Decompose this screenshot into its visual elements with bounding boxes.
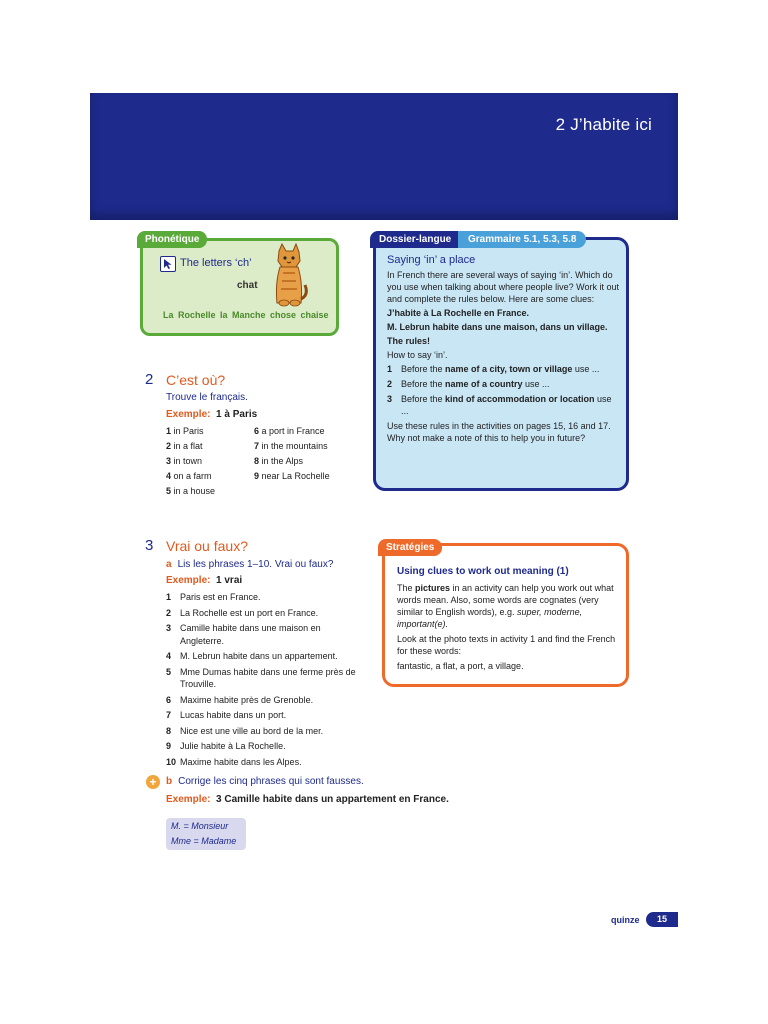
activity-number-3: 3	[145, 537, 154, 554]
dossier-intro: In French there are several ways of saying ‘in’. Which do you use when talking about where people live? Work it out and complete the rules below. Here are some clues:	[387, 270, 619, 304]
dossier-clue-2: M. Lebrun habite dans une maison, dans un village.	[387, 322, 608, 332]
dossier-rule: 3 Before the kind of accommodation or location use ...	[387, 394, 612, 416]
activity-number-2: 2	[145, 371, 154, 388]
list-item: 10 Maxime habite dans les Alpes.	[166, 756, 302, 767]
strategies-heading: Using clues to work out meaning (1)	[397, 566, 569, 577]
abbreviation-box	[166, 818, 246, 850]
chapter-title: 2 J’habite ici	[555, 115, 652, 134]
list-item: 2 in a flat	[166, 441, 203, 451]
chapter-banner	[90, 93, 678, 220]
dossier-heading: Saying ‘in’ a place	[387, 254, 476, 266]
list-item: 7 Lucas habite dans un port.	[166, 710, 287, 720]
activity-3a-example: Exemple: 1 vrai	[166, 575, 243, 586]
activity-2-instruction: Trouve le français.	[166, 392, 248, 403]
strategies-tab: Stratégies	[378, 539, 442, 556]
list-item: 7 in the mountains	[254, 441, 328, 451]
list-item: 4 M. Lebrun habite dans un appartement.	[166, 651, 338, 661]
activity-2-example: Exemple: 1 à Paris	[166, 409, 258, 420]
dossier-rule: 2 Before the name of a country use ...	[387, 379, 550, 389]
activity-2-col-2	[254, 424, 330, 484]
dossier-footer-note: Use these rules in the activities on pages 15, 16 and 17. Why not make a note of this to help you in future?	[387, 421, 611, 443]
list-item: 4 on a farm	[166, 471, 212, 481]
strategies-paragraph-2: Look at the photo texts in activity 1 and find the French for these words:	[397, 634, 616, 656]
dossier-rule: 1 Before the name of a city, town or village use ...	[387, 364, 600, 374]
dossier-content	[387, 254, 619, 446]
list-item: 5 Mme Dumas habite dans une ferme près de Trouville.	[166, 666, 356, 689]
activity-title-3: Vrai ou faux?	[166, 538, 248, 554]
abbreviation-madame: Mme = Madame	[171, 836, 237, 846]
list-item: 6 a port in France	[254, 426, 325, 436]
activity-3a-instruction: a Lis les phrases 1–10. Vrai ou faux?	[166, 559, 334, 570]
activity-3b-instruction: b Corrige les cinq phrases qui sont fausses.	[166, 776, 364, 787]
dossier-how: How to say ‘in’.	[387, 350, 448, 360]
strategies-content	[397, 566, 617, 675]
list-item: 8 in the Alps	[254, 456, 304, 466]
plus-icon: +	[146, 775, 160, 789]
page-number-word: quinze	[611, 915, 640, 925]
activity-title-2: C’est où?	[166, 372, 226, 388]
abbreviation-monsieur: M. = Monsieur	[171, 821, 229, 831]
phonetique-words: La Rochelle la Manche chose chaise	[163, 310, 329, 320]
activity-2-col-1	[166, 424, 215, 499]
phonetique-example-word: chat	[237, 280, 258, 291]
cursor-icon	[160, 256, 176, 272]
list-item: 3 Camille habite dans une maison en Angleterre.	[166, 623, 321, 646]
page-number: 15	[646, 912, 678, 927]
phonetique-tab: Phonétique	[137, 231, 207, 248]
activity-3-sentences	[166, 591, 356, 771]
list-item: 1 Paris est en France.	[166, 592, 261, 602]
strategies-paragraph-3: fantastic, a flat, a port, a village.	[397, 661, 524, 671]
strategies-paragraph-1: The pictures in an activity can help you work out what words mean. Also, some words are cognates (very similar to English words), e.g. super, moderne, important(e).	[397, 583, 614, 629]
list-item: 8 Nice est une ville au bord de la mer.	[166, 725, 324, 736]
cat-illustration-icon	[265, 243, 309, 308]
dossier-rules-title: The rules!	[387, 336, 431, 346]
grammaire-reference-tab: Grammaire 5.1, 5.3, 5.8	[458, 231, 586, 248]
list-item: 9 near La Rochelle	[254, 471, 330, 481]
dossier-clue-1: J’habite à La Rochelle en France.	[387, 308, 530, 318]
list-item: 2 La Rochelle est un port en France.	[166, 607, 319, 618]
phonetique-heading: The letters ‘ch’	[180, 257, 252, 269]
activity-3b-example: Exemple: 3 Camille habite dans un appartement en France.	[166, 794, 449, 805]
list-item: 6 Maxime habite près de Grenoble.	[166, 694, 314, 705]
dossier-langue-tab: Dossier-langue	[370, 231, 460, 248]
list-item: 3 in town	[166, 456, 203, 466]
list-item: 1 in Paris	[166, 426, 204, 436]
list-item: 9 Julie habite à La Rochelle.	[166, 741, 286, 751]
list-item: 5 in a house	[166, 486, 216, 496]
